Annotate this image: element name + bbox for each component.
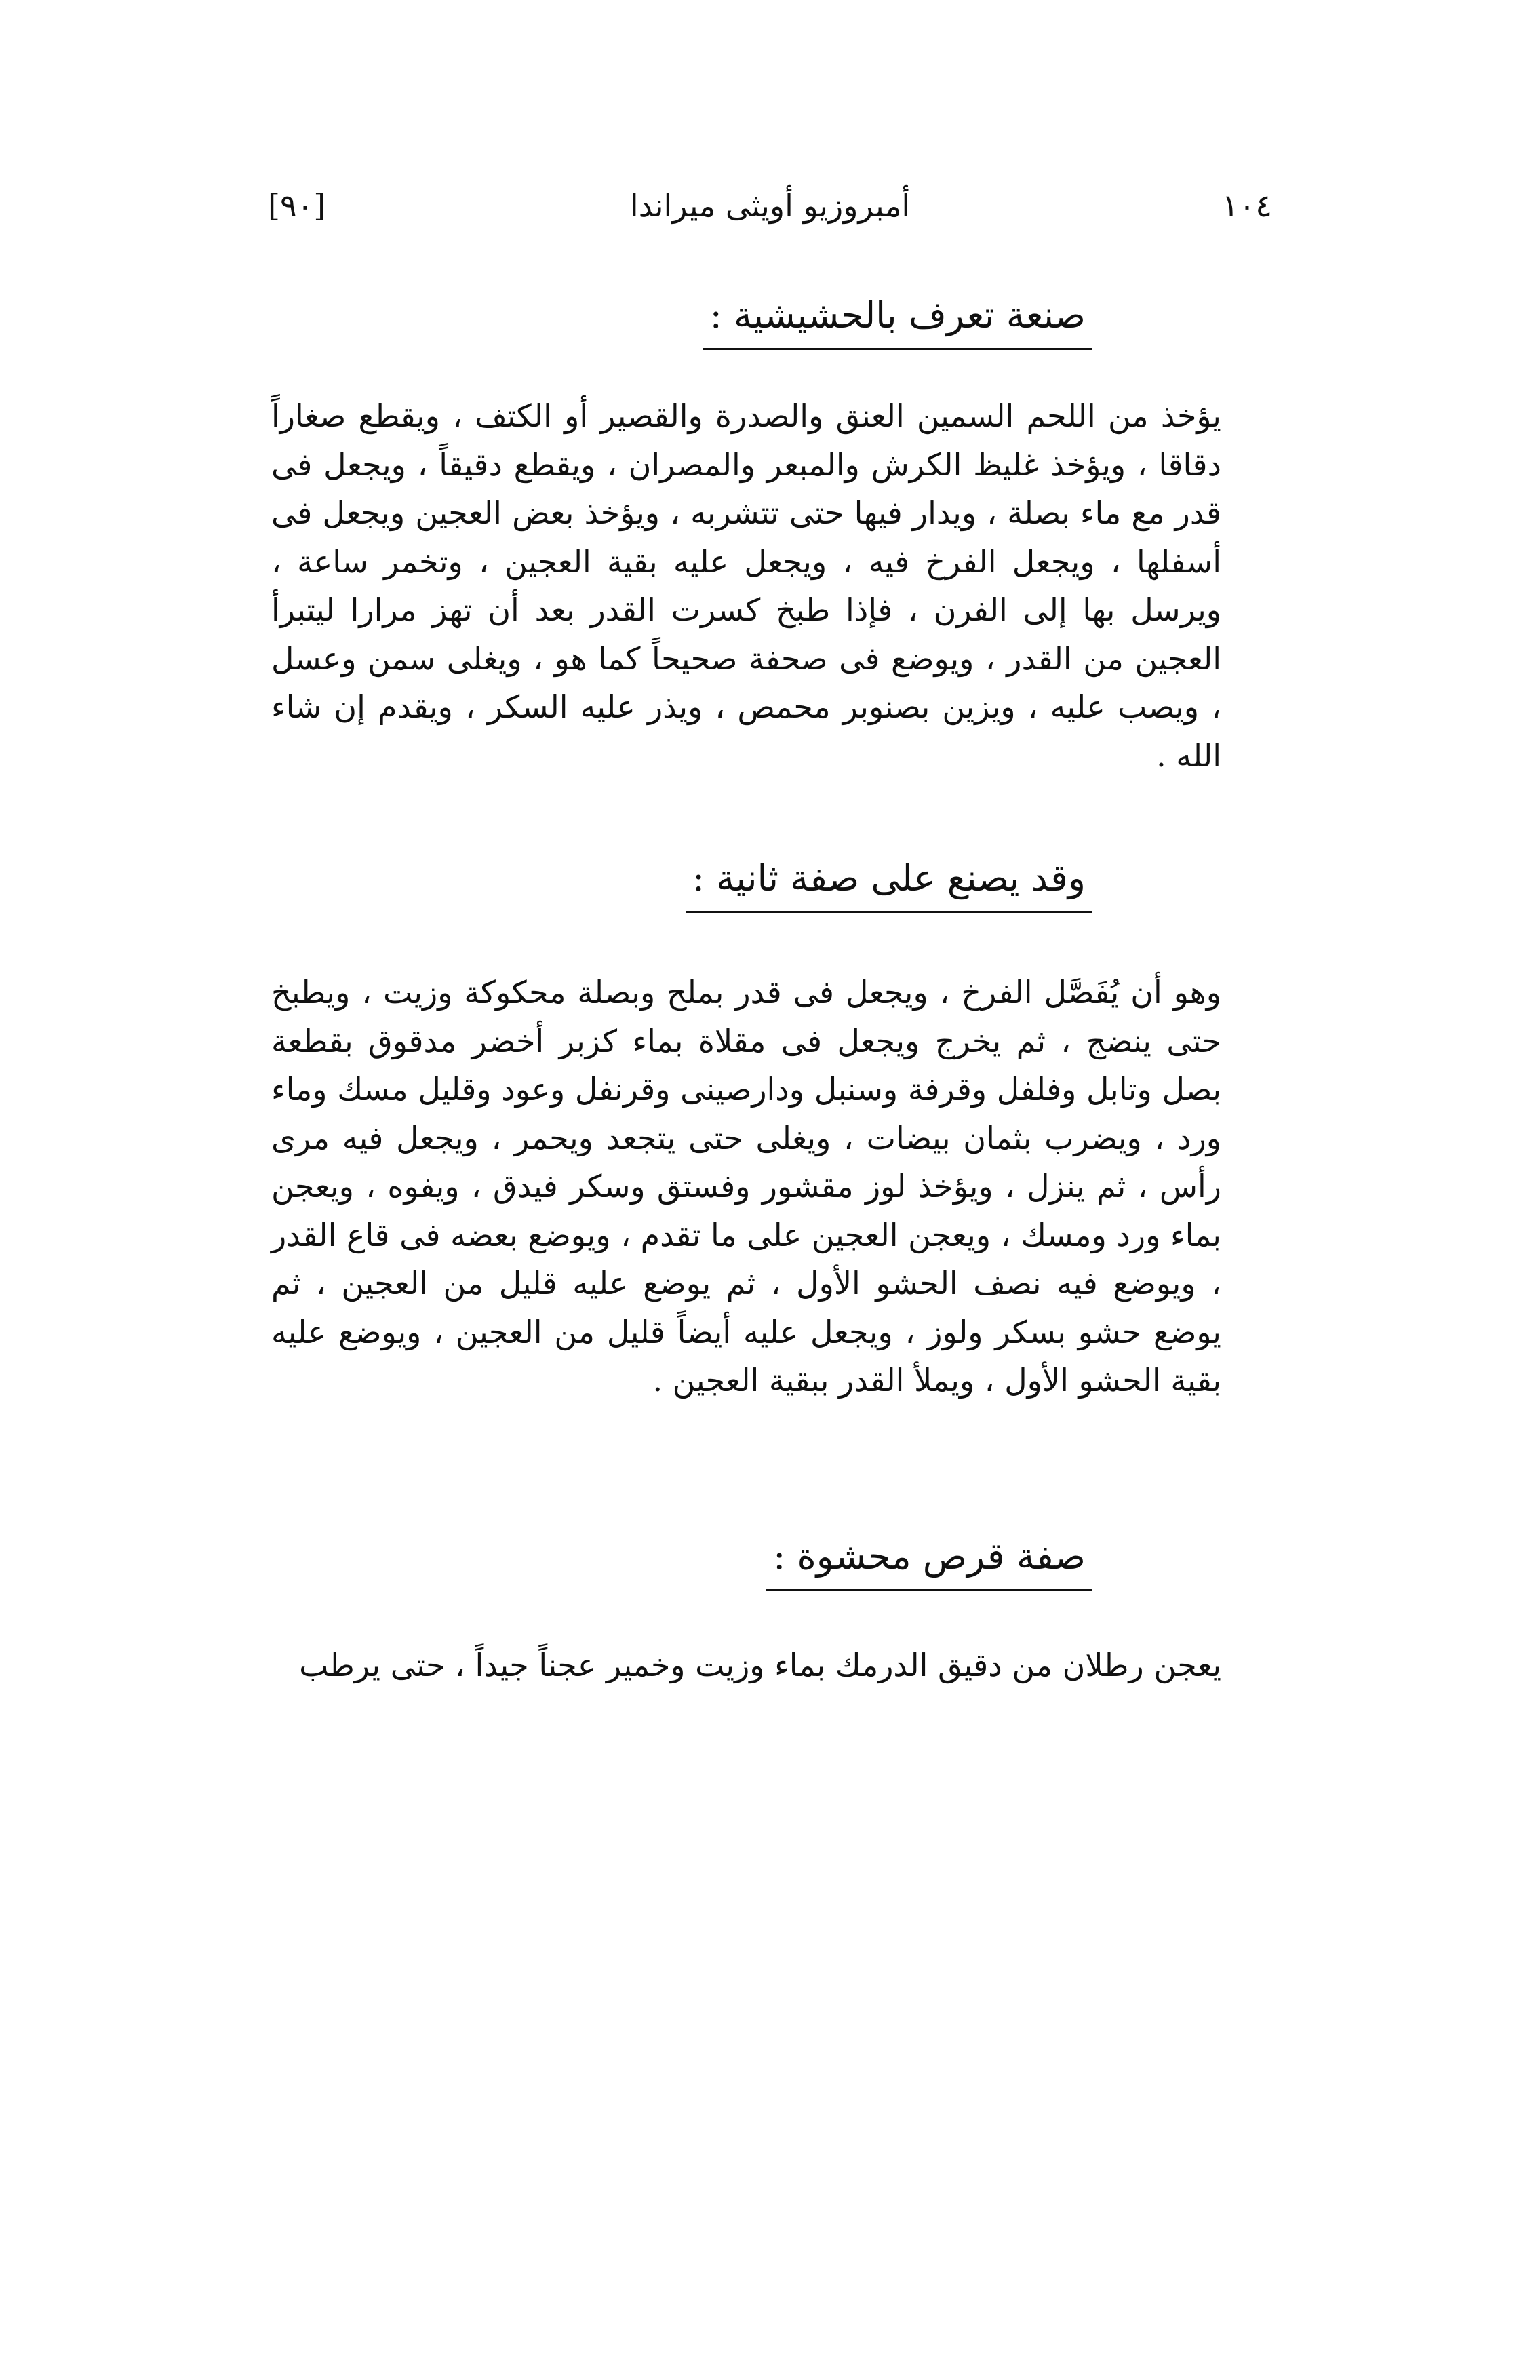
section-paragraph-2: وهو أن يُفَصَّل الفرخ ، ويجعل فى قدر بملح وبصلة محكوكة وزيت ، ويطبخ حتى ينضج ، ثم يخرج ويجعل فى مقلاة بماء كزبر أخضر مدقوق بقطعة بصل وتابل وفلفل وقرفة وسنبل ودارصينى وقرنفل وعود وقليل مسك وماء ورد ، ويضرب بثمان بيضات ، ويغلى حتى يتجعد ويحمر ، ويجعل فيه مرى رأس ، ثم ينزل ، ويؤخذ لوز مقشور وفستق وسكر فيدق ، ويفوه ، ويعجن بماء ورد ومسك ، ويعجن العجين على ما تقدم ، ويوضع بعضه فى قاع القدر ، ويوضع فيه نصف الحشو الأول ، ثم يوضع عليه قليل من العجين ، ثم يوضع حشو بسكر ولوز ، ويجعل عليه أيضاً قليل من العجين ، ويوضع عليه بقية الحشو الأول ، ويملأ القدر ببقية العجين .: [271, 974, 1221, 1399]
folio-number: [٩٠]: [268, 187, 326, 224]
section-heading-2: وقد يصنع على صفة ثانية :: [686, 851, 1092, 913]
page-number: ١٠٤: [1221, 187, 1272, 224]
running-header: [268, 182, 1272, 236]
section-heading-3: صفة قرص محشوة :: [766, 1529, 1092, 1591]
running-title: أمبروزيو أويثى ميراندا: [629, 187, 911, 224]
section-paragraph-3: يعجن رطلان من دقيق الدرمك بماء وزيت وخمير عجناً جيداً ، حتى يرطب: [299, 1647, 1221, 1683]
section-heading-1: صنعة تعرف بالحشيشية :: [703, 288, 1092, 350]
section-paragraph-1: يؤخذ من اللحم السمين العنق والصدرة والقصير أو الكتف ، ويقطع صغاراً دقاقا ، ويؤخذ غليظ الكرش والمبعر والمصران ، ويقطع دقيقاً ، ويجعل فى قدر مع ماء بصلة ، ويدار فيها حتى تتشربه ، ويؤخذ بعض العجين ويجعل فى أسفلها ، ويجعل الفرخ فيه ، ويجعل عليه بقية العجين ، وتخمر ساعة ، ويرسل بها إلى الفرن ، فإذا طبخ كسرت القدر بعد أن تهز مرارا ليتبرأ العجين من القدر ، ويوضع فى صحفة صحيحاً كما هو ، ويغلى سمن وعسل ، ويصب عليه ، ويزين بصنوبر محمص ، ويذر عليه السكر ، ويقدم إن شاء الله .: [271, 397, 1221, 774]
